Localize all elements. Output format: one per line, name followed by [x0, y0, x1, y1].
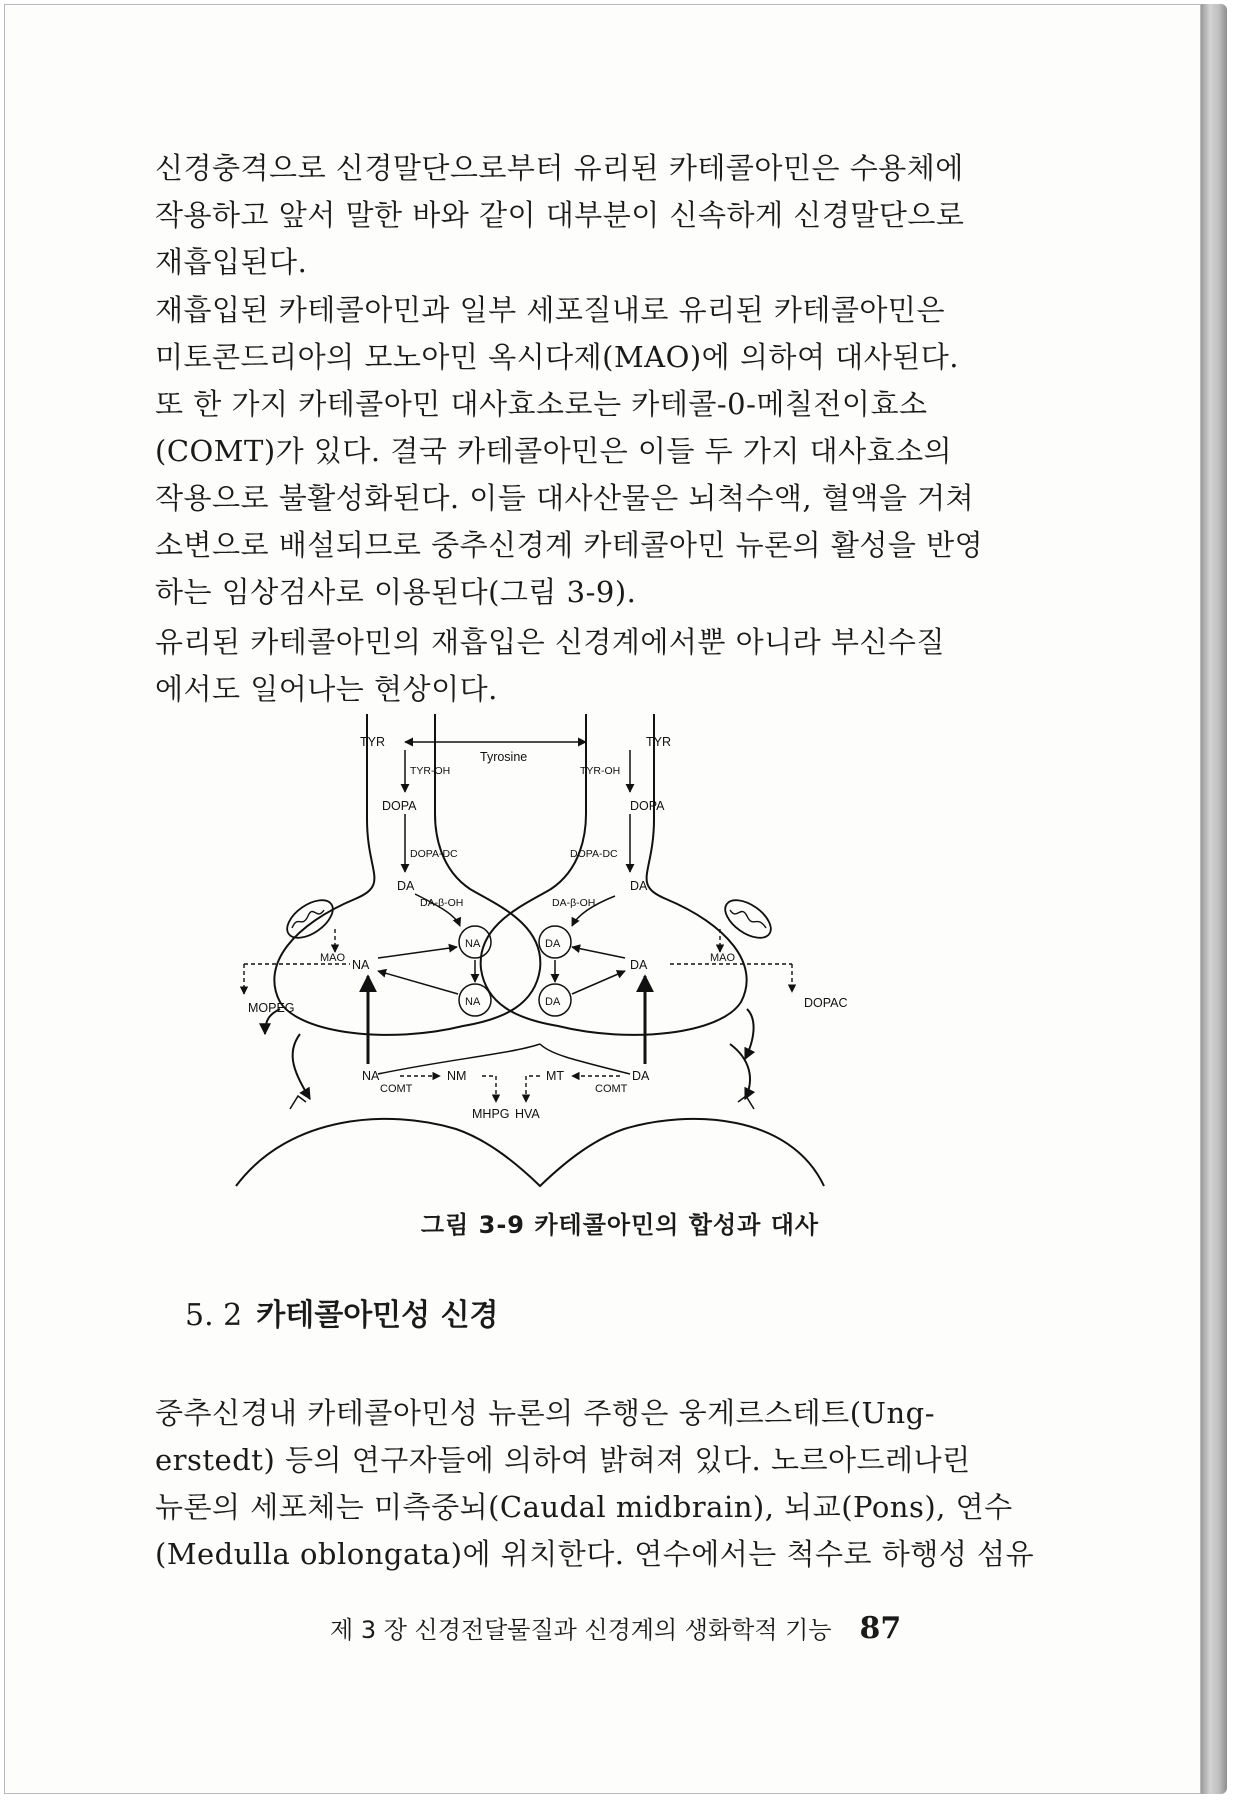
label-da-right: DA — [630, 879, 648, 893]
text-line: (COMT)가 있다. 결국 카테콜아민은 이들 두 가지 대사효소의 — [155, 434, 953, 468]
text-line: 작용하고 앞서 말한 바와 같이 대부분이 신속하게 신경말단으로 — [155, 198, 965, 232]
text-line: 재흡입된 카테콜아민과 일부 세포질내로 유리된 카테콜아민은 — [155, 293, 945, 327]
page-edge-shadow — [1201, 4, 1227, 1794]
label-mhpg: MHPG — [472, 1107, 510, 1121]
paragraph-4 — [155, 1390, 1035, 1578]
label-da-beta-oh-left: DA-β-OH — [420, 897, 464, 909]
label-na-circle-top: NA — [465, 938, 481, 950]
label-mao-left: MAO — [320, 952, 346, 964]
label-dopa-left: DOPA — [382, 799, 417, 813]
label-dopa-dc-left: DOPA-DC — [410, 848, 458, 860]
chapter-running-title: 제 3 장 신경전달물질과 신경계의 생화학적 기능 — [330, 1616, 832, 1644]
text-line: 작용으로 불활성화된다. 이들 대사산물은 뇌척수액, 혈액을 거쳐 — [155, 481, 975, 515]
figure-catecholamine-synthesis — [248, 714, 848, 1194]
label-na-bottom: NA — [362, 1069, 380, 1083]
label-da-circle-top: DA — [545, 938, 561, 950]
text-line: 유리된 카테콜아민의 재흡입은 신경계에서뿐 아니라 부신수질 — [155, 625, 945, 659]
label-comt-right: COMT — [595, 1083, 628, 1095]
label-mopeg: MOPEG — [248, 1001, 295, 1015]
page-footer — [330, 1610, 901, 1646]
label-tyrosine: Tyrosine — [480, 750, 528, 764]
text-line: 하는 임상검사로 이용된다(그림 3-9). — [155, 575, 637, 609]
label-na-circle-bottom: NA — [465, 996, 481, 1008]
text-line: erstedt) 등의 연구자들에 의하여 밝혀져 있다. 노르아드레나린 — [155, 1443, 971, 1477]
paragraph-3 — [155, 619, 975, 713]
figure-caption: 그림 3-9 카테콜아민의 합성과 대사 — [420, 1211, 820, 1239]
label-dopa-dc-right: DOPA-DC — [570, 848, 618, 860]
text-line: (Medulla oblongata)에 위치한다. 연수에서는 척수로 하행성 섬유 — [155, 1537, 1035, 1571]
text-line: 소변으로 배설되므로 중추신경계 카테콜아민 뉴론의 활성을 반영 — [155, 528, 984, 562]
text-line: 신경충격으로 신경말단으로부터 유리된 카테콜아민은 수용체에 — [155, 151, 964, 185]
text-line: 미토콘드리아의 모노아민 옥시다제(MAO)에 의하여 대사된다. — [155, 340, 959, 374]
label-dopac: DOPAC — [804, 996, 848, 1010]
label-tyr-oh-left: TYR-OH — [410, 765, 451, 777]
section-number: 5. 2 — [185, 1298, 243, 1333]
section-heading — [185, 1290, 499, 1334]
label-da-mid-right: DA — [630, 958, 648, 972]
label-comt-left: COMT — [380, 1083, 413, 1095]
label-da-left: DA — [397, 879, 415, 893]
label-tyr-right: TYR — [646, 735, 671, 749]
text-line: 재흡입된다. — [155, 245, 308, 279]
label-na-mid: NA — [352, 958, 370, 972]
text-line: 중추신경내 카테콜아민성 뉴론의 주행은 웅게르스테트(Ung- — [155, 1396, 935, 1430]
label-da-bottom: DA — [632, 1069, 650, 1083]
label-nm: NM — [447, 1069, 467, 1083]
label-hva: HVA — [515, 1107, 540, 1121]
label-dopa-right: DOPA — [630, 799, 665, 813]
page-number: 87 — [859, 1611, 902, 1646]
label-tyr-oh-right: TYR-OH — [580, 765, 621, 777]
paragraph-1 — [155, 145, 975, 286]
text-line: 뉴론의 세포체는 미측중뇌(Caudal midbrain), 뇌교(Pons), 연수 — [155, 1490, 1013, 1524]
text-line: 에서도 일어나는 현상이다. — [155, 672, 498, 706]
text-line: 또 한 가지 카테콜아민 대사효소로는 카테콜-0-메칠전이효소 — [155, 387, 928, 421]
paragraph-2 — [155, 287, 984, 616]
label-da-beta-oh-right: DA-β-OH — [552, 897, 596, 909]
label-da-circle-bottom: DA — [545, 996, 561, 1008]
label-mt: MT — [546, 1069, 565, 1083]
label-mao-right: MAO — [710, 952, 736, 964]
label-tyr-left: TYR — [360, 735, 385, 749]
section-title-text: 카테콜아민성 신경 — [256, 1298, 499, 1333]
